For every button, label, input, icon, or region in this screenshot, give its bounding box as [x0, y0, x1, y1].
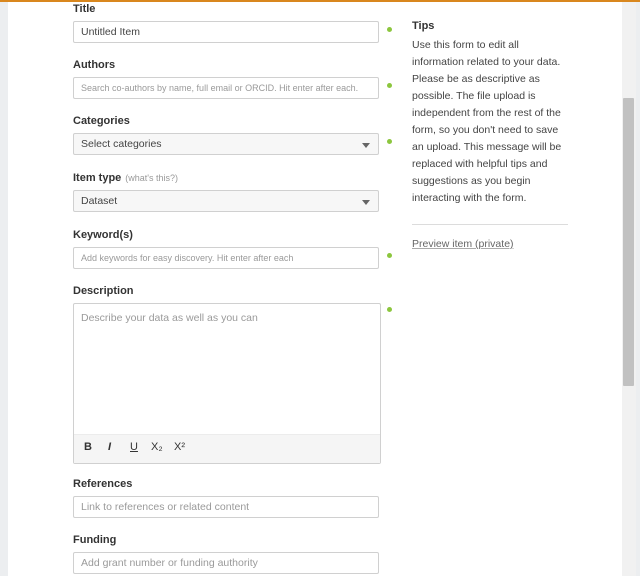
title-label: Title — [73, 3, 96, 15]
item-type-label — [73, 172, 178, 184]
underline-button[interactable]: U — [130, 441, 138, 453]
funding-input[interactable] — [73, 552, 379, 574]
references-input[interactable] — [73, 496, 379, 518]
tips-heading: Tips — [412, 20, 435, 32]
title-input[interactable] — [73, 21, 379, 43]
description-placeholder: Describe your data as well as you can — [81, 312, 258, 324]
categories-select-value: Select categories — [81, 138, 162, 150]
keywords-input[interactable] — [73, 247, 379, 269]
funding-label: Funding — [73, 534, 117, 546]
bold-button[interactable]: B — [84, 441, 92, 453]
superscript-button[interactable]: X² — [174, 441, 185, 453]
categories-label: Categories — [73, 115, 130, 127]
edit-item-form-panel — [8, 2, 622, 576]
tips-divider — [412, 224, 568, 225]
subscript-button[interactable]: X₂ — [151, 441, 163, 453]
scrollbar-thumb[interactable] — [623, 98, 634, 386]
references-label: References — [73, 478, 133, 490]
funding-placeholder: Add grant number or funding authority — [81, 557, 258, 569]
title-status-dot — [387, 27, 392, 32]
description-status-dot — [387, 307, 392, 312]
item-type-label-text: Item type — [73, 172, 122, 184]
keywords-label: Keyword(s) — [73, 229, 133, 241]
description-toolbar — [74, 434, 380, 463]
preview-item-link[interactable]: Preview item (private) — [412, 238, 514, 250]
description-editor[interactable] — [73, 303, 381, 464]
tips-text: Use this form to edit all information related to your data. Please be as descriptive as possible. The file upload is independent from the rest of the form, so you don't need to save an upload. This message will be replaced with helpful tips and suggestions as you begin interacting with the form. — [412, 39, 562, 204]
authors-status-dot — [387, 83, 392, 88]
description-label: Description — [73, 285, 134, 297]
item-type-help-link[interactable]: (what's this?) — [125, 173, 179, 183]
italic-button[interactable]: I — [108, 441, 112, 453]
keywords-placeholder: Add keywords for easy discovery. Hit enter after each — [81, 253, 294, 263]
title-input-value: Untitled Item — [81, 26, 140, 38]
categories-status-dot — [387, 139, 392, 144]
chevron-down-icon — [362, 200, 370, 205]
authors-label: Authors — [73, 59, 116, 71]
chevron-down-icon — [362, 143, 370, 148]
item-type-select-value: Dataset — [81, 195, 118, 207]
authors-placeholder: Search co-authors by name, full email or ORCID. Hit enter after each. — [81, 83, 359, 93]
references-placeholder: Link to references or related content — [81, 501, 250, 513]
authors-input[interactable] — [73, 77, 379, 99]
item-type-select[interactable] — [73, 190, 379, 212]
keywords-status-dot — [387, 253, 392, 258]
categories-select[interactable] — [73, 133, 379, 155]
